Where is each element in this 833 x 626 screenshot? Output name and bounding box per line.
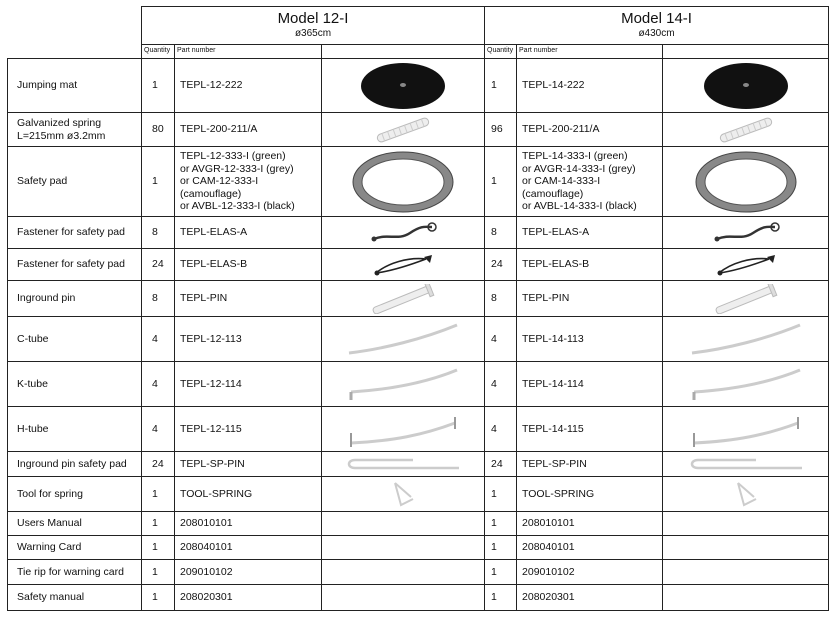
safety-pad-ring-icon [322, 147, 485, 217]
c-tube-icon [322, 317, 485, 362]
quantity-14: 1 [485, 512, 517, 536]
quantity-12: 1 [142, 585, 175, 611]
quantity-14: 96 [485, 113, 517, 147]
part-number-12 [175, 536, 322, 560]
part-number-14-line: TOOL-SPRING [522, 487, 595, 500]
k-tube-icon [663, 362, 829, 407]
table-row [8, 113, 829, 147]
part-number-12-line: TEPL-12-114 [180, 377, 242, 390]
part-number-12 [175, 452, 322, 477]
spring-icon [663, 113, 829, 147]
part-number-12-line: TEPL-12-333-I (green) [180, 150, 286, 163]
part-number-12-line: TEPL-12-222 [180, 79, 243, 92]
part-name [8, 113, 142, 147]
empty-image-cell [663, 536, 829, 560]
part-number-14-line: 208020301 [522, 591, 575, 604]
h-tube-icon [322, 407, 485, 452]
part-name-line: Warning Card [17, 541, 82, 554]
part-number-12 [175, 512, 322, 536]
part-number-12-line: 208010101 [180, 517, 233, 530]
part-number-14 [517, 217, 663, 249]
part-number-12-line: 208020301 [180, 591, 233, 604]
empty-image-cell [322, 585, 485, 611]
part-number-14 [517, 560, 663, 585]
part-number-14-line: TEPL-ELAS-A [522, 226, 590, 239]
part-number-12 [175, 362, 322, 407]
part-name-line: Galvanized spring [17, 117, 102, 129]
table-row [8, 147, 829, 217]
table-row [8, 407, 829, 452]
part-number-12-line: TEPL-PIN [180, 292, 228, 305]
part-number-14-line: TEPL-14-115 [522, 422, 584, 435]
quantity-12: 1 [142, 536, 175, 560]
part-number-12 [175, 281, 322, 317]
part-name [8, 217, 142, 249]
part-name [8, 477, 142, 512]
part-number-12-line: TEPL-12-115 [180, 422, 242, 435]
pin-icon [322, 281, 485, 317]
part-number-14 [517, 407, 663, 452]
table-row [8, 512, 829, 536]
part-number-14 [517, 512, 663, 536]
h-tube-icon [663, 407, 829, 452]
part-number-12 [175, 317, 322, 362]
part-number-12-line: (camouflage) [180, 187, 242, 200]
part-number-12 [175, 113, 322, 147]
quantity-14: 4 [485, 317, 517, 362]
quantity-12: 80 [142, 113, 175, 147]
table-row [8, 249, 829, 281]
part-number-14-line: or AVGR-14-333-I (grey) [522, 162, 636, 175]
elastic-loop-icon [663, 249, 829, 281]
part-name-line: Fastener for safety pad [17, 226, 125, 239]
table-row [8, 477, 829, 512]
part-number-14 [517, 147, 663, 217]
part-number-14-line: 208010101 [522, 517, 575, 530]
empty-image-cell [322, 536, 485, 560]
part-name [8, 281, 142, 317]
table-row [8, 452, 829, 477]
part-number-14 [517, 113, 663, 147]
parts-table [7, 6, 829, 611]
model-14-header [485, 7, 829, 45]
c-tube-icon [663, 317, 829, 362]
part-name-line: Safety manual [17, 591, 85, 604]
part-number-14 [517, 452, 663, 477]
part-number-14 [517, 362, 663, 407]
part-name-line: Users Manual [17, 517, 82, 530]
part-name-line: C-tube [17, 332, 49, 345]
pin-icon [663, 281, 829, 317]
part-number-14-line: TEPL-SP-PIN [522, 457, 587, 470]
part-name-line: H-tube [17, 422, 49, 435]
part-name [8, 59, 142, 113]
elastic-fastener-icon [322, 217, 485, 249]
quantity-subheader-14: Quantity [485, 45, 517, 59]
part-number-14 [517, 477, 663, 512]
quantity-12: 8 [142, 217, 175, 249]
part-name-line: Inground pin safety pad [17, 457, 127, 470]
part-number-12-line: TEPL-ELAS-B [180, 258, 248, 271]
header-corner [8, 7, 142, 45]
jumping-mat-icon [663, 59, 829, 113]
part-number-12-line: 208040101 [180, 541, 233, 554]
quantity-12: 24 [142, 452, 175, 477]
part-name [8, 249, 142, 281]
quantity-14: 1 [485, 585, 517, 611]
part-name [8, 317, 142, 362]
spring-icon [322, 113, 485, 147]
part-number-14-line: 208040101 [522, 541, 575, 554]
part-number-14-line: or CAM-14-333-I [522, 175, 601, 188]
part-number-14-line: TEPL-14-113 [522, 332, 584, 345]
part-number-12-line: TOOL-SPRING [180, 487, 253, 500]
part-number-12 [175, 249, 322, 281]
quantity-12: 4 [142, 362, 175, 407]
table-row [8, 59, 829, 113]
part-name [8, 536, 142, 560]
part-number-14-line: TEPL-14-114 [522, 377, 584, 390]
quantity-14: 4 [485, 362, 517, 407]
subheader-corner [8, 45, 142, 59]
model-14-name: Model 14-I [621, 10, 692, 27]
elastic-fastener-icon [663, 217, 829, 249]
empty-image-cell [322, 512, 485, 536]
table-row [8, 536, 829, 560]
part-name [8, 407, 142, 452]
table-row [8, 362, 829, 407]
part-number-14 [517, 281, 663, 317]
quantity-14: 8 [485, 281, 517, 317]
safety-pad-pin-icon [663, 452, 829, 477]
quantity-12: 1 [142, 477, 175, 512]
image-subheader-12 [322, 45, 485, 59]
quantity-14: 1 [485, 560, 517, 585]
quantity-12: 1 [142, 59, 175, 113]
quantity-12: 4 [142, 317, 175, 362]
part-number-14 [517, 536, 663, 560]
quantity-12: 24 [142, 249, 175, 281]
part-number-14-line: (camouflage) [522, 187, 584, 200]
part-number-12 [175, 59, 322, 113]
part-number-12-line: 209010102 [180, 565, 233, 578]
part-number-14-line: TEPL-14-333-I (green) [522, 150, 628, 163]
k-tube-icon [322, 362, 485, 407]
empty-image-cell [663, 585, 829, 611]
part-name [8, 362, 142, 407]
part-name-line: Tool for spring [17, 487, 83, 500]
quantity-14: 1 [485, 147, 517, 217]
part-number-14-line: 209010102 [522, 565, 575, 578]
quantity-12: 8 [142, 281, 175, 317]
part-number-12 [175, 147, 322, 217]
part-number-subheader-12: Part number [175, 45, 322, 59]
part-number-14-line: TEPL-ELAS-B [522, 258, 590, 271]
table-row [8, 317, 829, 362]
part-number-12-line: TEPL-12-113 [180, 332, 242, 345]
part-number-12-line: or AVGR-12-333-I (grey) [180, 162, 294, 175]
quantity-subheader-12: Quantity [142, 45, 175, 59]
part-number-12-line: or AVBL-12-333-I (black) [180, 200, 295, 213]
part-number-12-line: TEPL-ELAS-A [180, 226, 248, 239]
part-number-14 [517, 59, 663, 113]
part-number-12 [175, 407, 322, 452]
part-number-14 [517, 317, 663, 362]
part-number-12-line: TEPL-SP-PIN [180, 457, 245, 470]
spring-tool-icon [663, 477, 829, 512]
table-row [8, 585, 829, 611]
part-number-12 [175, 217, 322, 249]
quantity-14: 24 [485, 452, 517, 477]
safety-pad-ring-icon [663, 147, 829, 217]
quantity-14: 1 [485, 59, 517, 113]
part-name [8, 147, 142, 217]
model-12-diameter: ø365cm [294, 28, 332, 39]
safety-pad-pin-icon [322, 452, 485, 477]
part-name-line: K-tube [17, 377, 48, 390]
part-number-14-line: or AVBL-14-333-I (black) [522, 200, 637, 213]
part-name [8, 560, 142, 585]
quantity-12: 1 [142, 512, 175, 536]
quantity-14: 8 [485, 217, 517, 249]
part-name [8, 585, 142, 611]
table-row [8, 217, 829, 249]
part-number-12-line: TEPL-200-211/A [180, 123, 258, 136]
quantity-14: 24 [485, 249, 517, 281]
model-12-name: Model 12-I [277, 10, 349, 27]
part-number-14-line: TEPL-200-211/A [522, 123, 600, 136]
part-number-14 [517, 585, 663, 611]
image-subheader-14 [663, 45, 829, 59]
quantity-12: 1 [142, 560, 175, 585]
quantity-12: 1 [142, 147, 175, 217]
quantity-14: 1 [485, 477, 517, 512]
part-number-12-line: or CAM-12-333-I [180, 175, 259, 188]
jumping-mat-icon [322, 59, 485, 113]
part-name [8, 512, 142, 536]
part-number-14-line: TEPL-PIN [522, 292, 570, 305]
quantity-12: 4 [142, 407, 175, 452]
part-number-14-line: TEPL-14-222 [522, 79, 585, 92]
table-row [8, 281, 829, 317]
part-number-12 [175, 560, 322, 585]
empty-image-cell [663, 512, 829, 536]
part-number-12 [175, 477, 322, 512]
part-number-subheader-14: Part number [517, 45, 663, 59]
quantity-14: 4 [485, 407, 517, 452]
spring-tool-icon [322, 477, 485, 512]
part-name-line: L=215mm ø3.2mm [17, 129, 106, 142]
part-name-line: Tie rip for warning card [17, 565, 124, 578]
part-name-line: Safety pad [17, 175, 68, 188]
part-name [8, 452, 142, 477]
part-number-12 [175, 585, 322, 611]
part-name-line: Inground pin [17, 292, 76, 305]
empty-image-cell [322, 560, 485, 585]
model-12-header [142, 7, 485, 45]
table-row [8, 560, 829, 585]
part-name-line: Fastener for safety pad [17, 258, 125, 271]
empty-image-cell [663, 560, 829, 585]
part-number-14 [517, 249, 663, 281]
model-14-diameter: ø430cm [638, 28, 675, 39]
elastic-loop-icon [322, 249, 485, 281]
quantity-14: 1 [485, 536, 517, 560]
part-name-line: Jumping mat [17, 79, 78, 92]
